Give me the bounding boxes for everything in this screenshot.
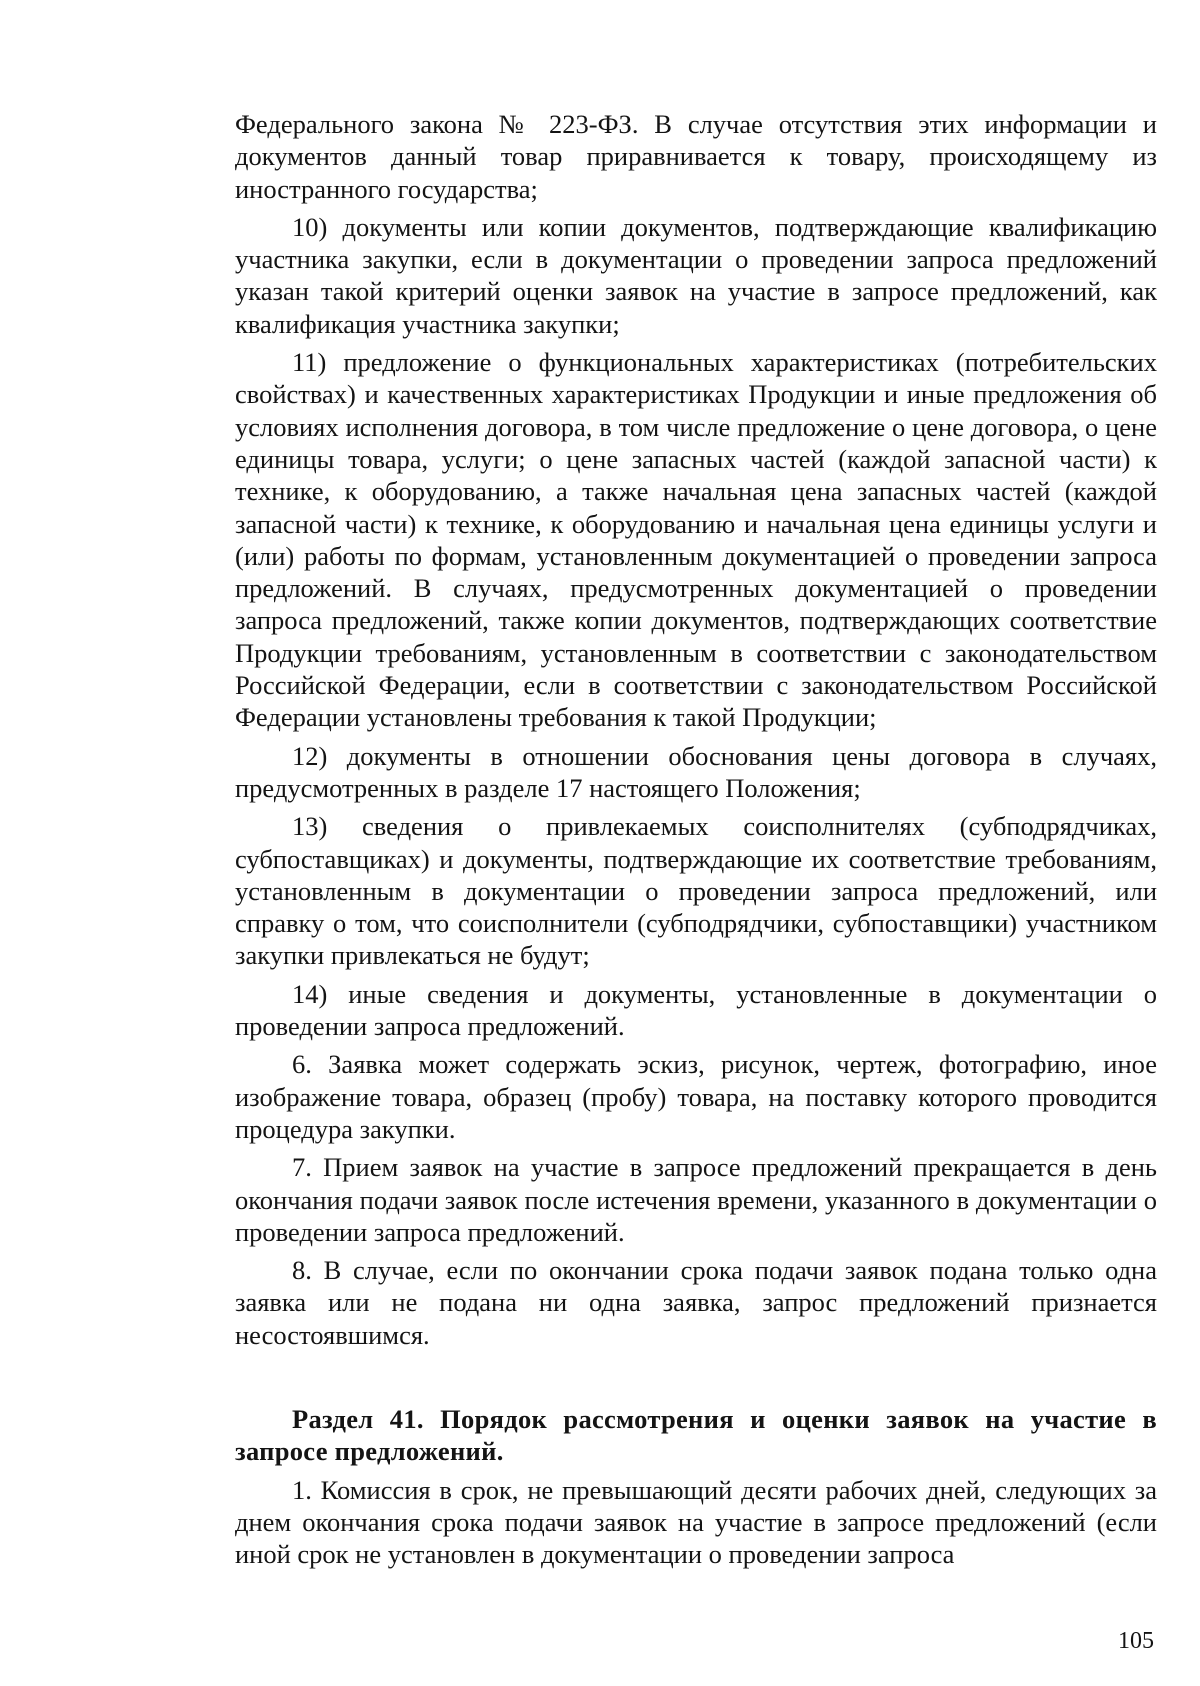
section-paragraph-1: 1. Комиссия в срок, не превышающий десяти рабочих дней, следующих за днем окончания срока подачи заявок на участие в запросе предложений (если иной срок не установлен в документации о проведении запроса [235,1474,1157,1570]
paragraph-clause-7: 7. Прием заявок на участие в запросе предложений прекращается в день окончания подачи заявок после истечения времени, указанного в документации о проведении запроса предложений. [235,1152,1157,1247]
section-heading: Раздел 41. Порядок рассмотрения и оценки заявок на участие в запросе предложений. [235,1403,1157,1467]
paragraph-item-10: 10) документы или копии документов, подтверждающие квалификацию участника закупки, если в документации о проведении запроса предложений указан такой критерий оценки заявок на участие в запросе предложений, как квалификация участника закупки; [235,211,1157,339]
paragraph-item-12: 12) документы в отношении обоснования цены договора в случаях, предусмотренных в разделе 17 настоящего Положения; [235,740,1157,803]
paragraph-item-13: 13) сведения о привлекаемых соисполнителях (субподрядчиках, субпоставщиках) и документы, подтверждающие их соответствие требованиям, установленным в документации о проведении запроса предложений, или справку о том, что соисполнители (субподрядчики, субпоставщики) участником закупки привлекаться не будут; [235,811,1157,971]
paragraph-continuation: Федерального закона № 223-ФЗ. В случае отсутствия этих информации и документов данный товар приравнивается к товару, происходящему из иностранного государства; [235,109,1157,204]
paragraph-item-11: 11) предложение о функциональных характеристиках (потребительских свойствах) и качественных характеристиках Продукции и иные предложения об условиях исполнения договора, в том числе предложение о цене договора, о цене единицы товара, услуги; о цене запасных частей (каждой запасной части) к технике, к оборудованию, а также начальная цена запасных частей (каждой запасной части) к технике, к оборудованию и начальная цена единицы услуги и (или) работы по формам, установленным документацией о проведении запроса предложений. В случаях, предусмотренных документацией о проведении запроса предложений, также копии документов, подтверждающих соответствие Продукции требованиям, установленным в соответствии с законодательством Российской Федерации, если в соответствии с законодательством Российской Федерации установлены требования к такой Продукции; [235,347,1157,733]
paragraph-clause-6: 6. Заявка может содержать эскиз, рисунок, чертеж, фотографию, иное изображение товара, образец (пробу) товара, на поставку которого проводится процедура закупки. [235,1049,1157,1144]
page-number: 105 [1118,1628,1154,1654]
document-body [235,108,1157,1576]
paragraph-clause-8: 8. В случае, если по окончании срока подачи заявок подана только одна заявка или не подана ни одна заявка, запрос предложений признается несостоявшимся. [235,1255,1157,1350]
paragraph-item-14: 14) иные сведения и документы, установленные в документации о проведении запроса предложений. [235,978,1157,1042]
